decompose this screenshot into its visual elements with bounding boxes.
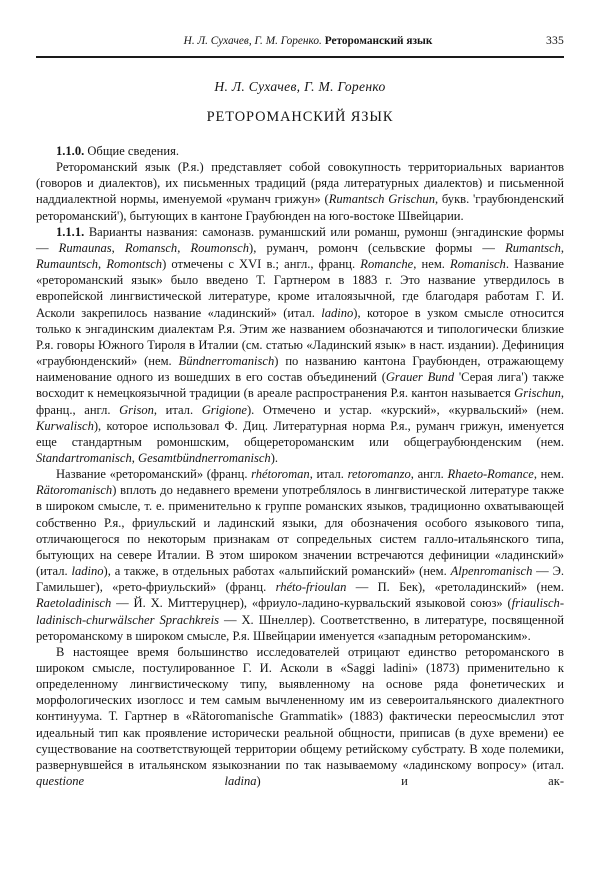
p3-italic-raetoladinisch: Raetoladinisch — [36, 596, 112, 611]
p2-run-in: Варианты названия: самоназв. руманшский или романш, румонш (энгадинские формы — — [36, 224, 565, 255]
p3-c: , англ. — [410, 467, 448, 482]
p2-italic-romansch: Romansch — [124, 240, 178, 255]
p2-italic-grison: Grison — [119, 402, 154, 417]
running-head — [36, 34, 564, 47]
p3-b: , итал. — [309, 467, 348, 482]
p2-t12: , франц., англ. — [36, 386, 564, 417]
p1-text-a: Ретороманский язык (Р.я.) представляет собой совокупность территориальных вариантов (говоров и диалектов), их письменных традиций (ряда литературных диалектов) и письменной наддиалектной нормы, именуемой «руманч грижун» ( — [36, 160, 564, 207]
p3-italic-friaulisch-sprachkreis: friaulisch-ladinisch-churwälscher Sprachkreis — [36, 596, 564, 627]
p3-d: , нем. — [533, 467, 564, 482]
p3-e: ) вплоть до недавнего времени употреблялось в лингвистической литературе также в широком смысле, т. е. применительно к группе романских языков, традиционно охватывающей собственно Р.я., фриульский и ладинский языки, для обозначения особого языкового типа, отличающегося по некоторым признакам от сопредельных систем галло-итальянского типа, бытующих на севере Италии. В этом широком значении встречаются дефиниции «ладинский» (итал. — [36, 483, 564, 579]
p1-italic-rumantsch-grischun: Rumantsch Grischun — [328, 192, 435, 207]
page-number: 335 — [546, 34, 564, 47]
p3-italic-rheto-frioulan: rhéto-frioulan — [275, 580, 347, 595]
p2-italic-kurwalisch: Kurwalisch — [36, 418, 94, 433]
p2-italic-romanche: Romanche — [360, 257, 414, 272]
p2-t7: , нем. — [413, 257, 451, 272]
paragraph-2 — [36, 224, 564, 466]
p3-i: — Й. Х. Миттеруцнер), «фриуло-ладино-курвальский языковой союз» ( — [111, 596, 512, 611]
section-number-1-1-1: 1.1.1. — [56, 224, 85, 239]
running-head-authors: Н. Л. Сухачев, Г. М. Горенко. — [183, 35, 322, 47]
p2-t1: , — [111, 240, 125, 255]
p2-italic-gesamtbuendnerromanisch: Gesamtbündnerromanisch — [138, 450, 271, 465]
p2-t15: ), которое использовал Ф. Диц. Литературная норма Р.я., руманч грижун, именуется еще стандартным ромоншским, общеретороманским или общеграубюнденским (нем. — [36, 418, 564, 449]
p2-t13: , итал. — [153, 402, 202, 417]
p4-b: ) и ак- — [256, 774, 564, 789]
p3-italic-raetoromanisch: Rätoromanisch — [36, 483, 113, 498]
byline: Н. Л. Сухачев, Г. М. Горенко — [214, 79, 386, 94]
p4-a: В настоящее время большинство исследователей отрицают единство ретороманского в широком смысле, постулированное Г. И. Асколи в «Saggi ladini» (1873) применительно к определенному лингвистическому типу, выявленному на основе ряда фонетических и морфологических изоглосс и тем самым вычлененному им из североитальянского диалектного континуума. Т. Гартнер в «Rätoromanische Grammatik» (1883) фактически переосмыслил этот идеальный тип как проявление исторически реальной общности, приписав (в духе времени) ее существование на соответствующей территории общему ретийскому субстрату. В ходе полемики, развернувшейся в итальянском языкознании по так называемому «ладинскому вопросу» (итал. — [36, 644, 564, 772]
section-number: 1.1.0. — [56, 144, 85, 158]
p2-italic-romontsch: Romontsch — [106, 257, 163, 272]
section-heading-1-1-0 — [36, 143, 564, 159]
p2-t11: 'Серая лига') также восходит к немецкоязычной традиции (в ареале распространения Р.я. кантон называется — [36, 370, 564, 401]
p3-italic-rhetoroman: rhétoroman — [251, 467, 310, 482]
p2-t5: , — [98, 257, 107, 272]
paragraph-1 — [36, 159, 564, 224]
p4-italic-questione-ladina: questione ladina — [36, 774, 257, 789]
article-body — [36, 143, 564, 789]
header-rule — [36, 56, 564, 58]
p2-italic-rumauntsch: Rumauntsch — [36, 257, 99, 272]
p2-italic-grischun: Grischun — [514, 386, 561, 401]
section-heading-text: Общие сведения. — [87, 144, 180, 158]
p3-f: ), а также, в отдельных работах «альпийский романский» (нем. — [103, 564, 451, 579]
p2-italic-rumantsch: Rumantsch — [505, 240, 561, 255]
p2-italic-grauer-bund: Grauer Bund — [385, 370, 455, 385]
p3-italic-ladino: ladino — [71, 564, 104, 579]
p1-text-b: , букв. 'граубюнденский ретороманский'), бытующих в кантоне Граубюнден на юго-востоке Швейцарии. — [36, 192, 564, 223]
p2-t10: ) по названию кантона Граубюнден, отражающему наименование одного из вошедших в его состав объединений ( — [36, 354, 564, 385]
p2-t9: ), которое в узком смысле относится только к энгадинским диалектам Р.я. Этим же названием обозначаются и типологически близкие Р.я. говоры Южного Тироля в Италии (см. статью «Ладинский язык» в наст. издании). Дефиниция «граубюнденский» (нем. — [36, 305, 564, 369]
p2-t6: ) отмечены с XVI в.; англ., франц. — [162, 257, 361, 272]
p2-t8: . Название «ретороманский язык» было введено Т. Гартнером в 1883 г. Это название утвердилось в европейской лингвистической литературе, кроме италоязычной, где благодаря работам Г. И. Асколи закрепилось название «ладинский» (итал. — [36, 257, 564, 320]
p3-j: — Х. Шнеллер). Соответственно, в литературе, посвященной ретороманскому в широком смысле, Р.я. Швейцарии именуется «западным ретороманским». — [36, 612, 564, 643]
p2-t3: ), руманч, ромонч (сельвские формы — — [249, 240, 506, 255]
p2-italic-grigione: Grigione — [201, 402, 247, 417]
p3-italic-rhaeto-romance: Rhaeto-Romance — [447, 467, 534, 482]
p2-t4: , — [560, 240, 564, 255]
p2-italic-rumaunas: Rumaunas — [58, 240, 112, 255]
p2-italic-buendnerromanisch: Bündnerromanisch — [178, 354, 275, 369]
p2-t2: , — [177, 240, 191, 255]
p2-italic-ladino: ladino — [321, 305, 354, 320]
paragraph-4 — [36, 644, 564, 789]
paragraph-3 — [36, 466, 564, 644]
p3-italic-alpenromanisch: Alpenromanisch — [450, 564, 533, 579]
p2-t16: , — [131, 450, 139, 465]
p3-h: — П. Бек), «ретоладинский» (нем. — [346, 580, 564, 595]
page-title: РЕТОРОМАНСКИЙ ЯЗЫК — [206, 109, 394, 125]
p2-italic-romanisch: Romanisch — [450, 257, 506, 272]
p3-g: — Э. Гамильшег), «рето-фриульский» (франц. — [36, 564, 564, 595]
p3-italic-retoromanzo: retoromanzo — [347, 467, 411, 482]
running-head-title: Ретороманский язык — [324, 35, 433, 47]
p2-t17: ). — [270, 450, 279, 465]
running-head-text — [36, 35, 546, 47]
p2-italic-roumonsch: Roumonsch — [190, 240, 250, 255]
p3-a: Название «ретороманский» (франц. — [56, 467, 252, 482]
p2-italic-standartromanisch: Standartromanisch — [36, 450, 132, 465]
p2-t14: ). Отмечено и устар. «курский», «курвальский» (нем. — [247, 402, 564, 417]
